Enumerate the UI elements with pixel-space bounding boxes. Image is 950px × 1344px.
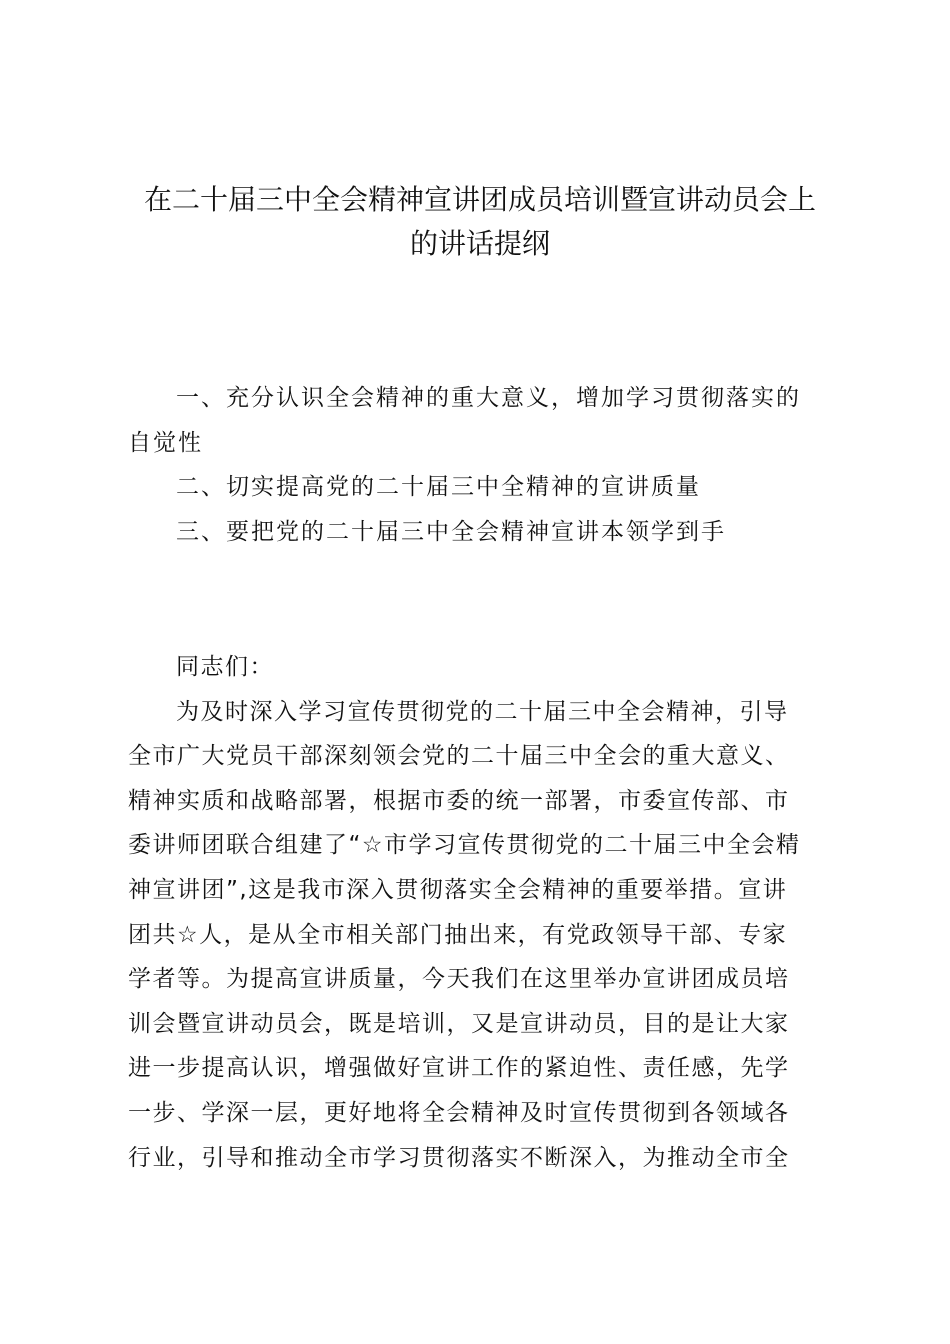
body-line: 学者等。为提高宣讲质量，今天我们在这里举办宣讲团成员培 <box>128 966 790 993</box>
body-line: 进一步提高认识，增强做好宣讲工作的紧迫性、责任感，先学 <box>128 1055 790 1082</box>
body-line: 团共☆人，是从全市相关部门抽出来，有党政领导干部、专家 <box>128 921 788 948</box>
body-line: 训会暨宣讲动员会，既是培训，又是宣讲动员，目的是让大家 <box>128 1010 790 1037</box>
title-line-1: 在二十届三中全会精神宣讲团成员培训暨宣讲动员会上 <box>143 183 816 216</box>
speech-body <box>128 645 838 1180</box>
body-line: 全市广大党员干部深刻领会党的二十届三中全会的重大意义、 <box>128 743 790 770</box>
outline-item-3: 三、要把党的二十届三中全会精神宣讲本领学到手 <box>176 518 726 545</box>
outline-item-1: 一、充分认识全会精神的重大意义，增加学习贯彻落实的 <box>176 385 801 411</box>
body-line: 精神实质和战略部署，根据市委的统一部署，市委宣传部、市 <box>128 787 790 814</box>
title-line-2: 的讲话提纲 <box>409 227 550 260</box>
body-line: 为及时深入学习宣传贯彻党的二十届三中全会精神，引导 <box>176 698 789 725</box>
body-line: 委讲师团联合组建了“☆市学习宣传贯彻党的二十届三中全会精 <box>128 832 801 859</box>
body-line: 行业，引导和推动全市学习贯彻落实不断深入，为推动全市全 <box>128 1144 790 1171</box>
outline-item-1-continuation: 自觉性 <box>128 429 203 456</box>
outline-list <box>128 376 828 554</box>
body-line: 一步、学深一层，更好地将全会精神及时宣传贯彻到各领域各 <box>128 1099 790 1126</box>
body-line: 神宣讲团”,这是我市深入贯彻落实全会精神的重要举措。宣讲 <box>128 876 788 903</box>
document-title <box>100 178 860 266</box>
salutation: 同志们： <box>176 654 274 680</box>
outline-item-2: 二、切实提高党的二十届三中全精神的宣讲质量 <box>176 474 701 500</box>
